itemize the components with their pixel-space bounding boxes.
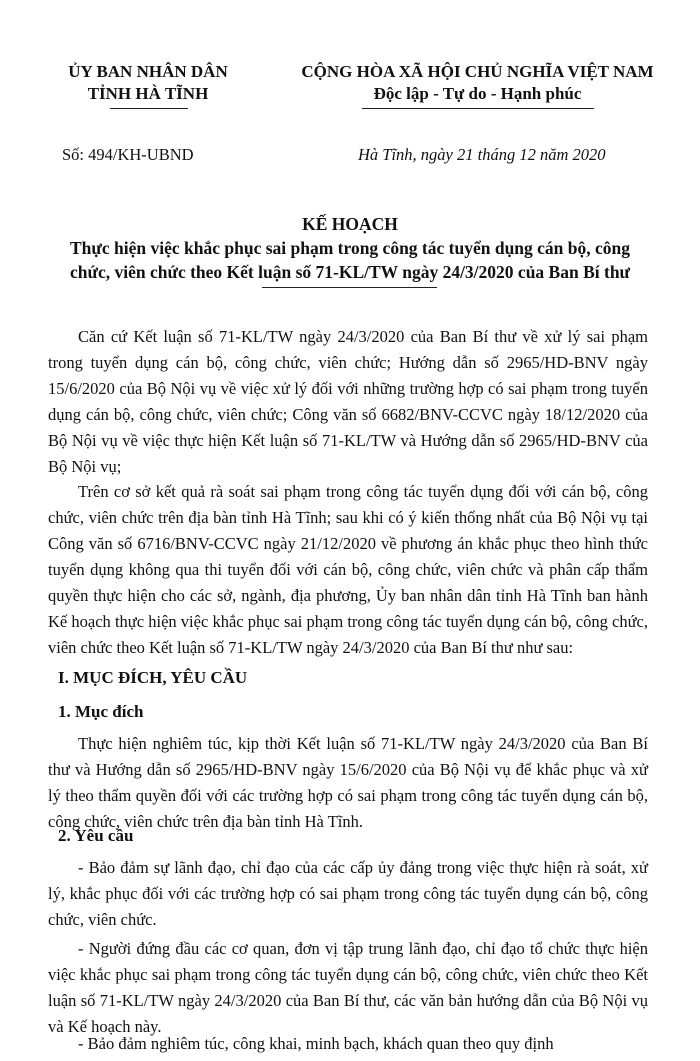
paragraph-context: Trên cơ sở kết quả rà soát sai phạm trong công tác tuyển dụng đối với cán bộ, công chức, viên chức trên địa bàn tỉnh Hà Tĩnh; sau khi có ý kiến thống nhất của Bộ Nội vụ tại Công văn số 6716/BNV-CCVC ngày 21/12/2020 về phương án khắc phục theo hình thức tuyển dụng không qua thi tuyển đối với cán bộ, công chức, viên chức và phân cấp thẩm quyền thực hiện cho các sở, ngành, địa phương, Ủy ban nhân dân tỉnh Hà Tĩnh ban hành Kế hoạch thực hiện việc khắc phục sai phạm trong công tác tuyển dụng cán bộ, công chức, viên chức theo Kết luận số 71-KL/TW ngày 24/3/2020 của Ban Bí thư như sau: (48, 482, 648, 657)
document-number: Số: 494/KH-UBND (62, 145, 194, 164)
paragraph-purpose: Thực hiện nghiêm túc, kịp thời Kết luận số 71-KL/TW ngày 24/3/2020 của Ban Bí thư và Hướng dẫn số 2965/HD-BNV ngày 15/6/2020 của Bộ Nội vụ để khắc phục và xử lý theo thẩm quyền đối với các trường hợp có sai phạm trong công tác tuyển dụng cán bộ, công chức, viên chức trên địa bàn tỉnh Hà Tĩnh. (48, 734, 648, 831)
document-subtitle-line2: chức, viên chức theo Kết luận số 71-KL/TW ngày 24/3/2020 của Ban Bí thư (69, 262, 631, 282)
document-subtitle-line1: Thực hiện việc khắc phục sai phạm trong công tác tuyển dụng cán bộ, công (69, 238, 631, 258)
subsection-heading-requirements: 2. Yêu cầu (58, 826, 134, 845)
motto-underline (362, 108, 594, 109)
national-motto: Độc lập - Tự do - Hạnh phúc (373, 84, 582, 103)
issuer-name-line1: ỦY BAN NHÂN DÂN (68, 62, 228, 81)
national-title: CỘNG HÒA XÃ HỘI CHỦ NGHĨA VIỆT NAM (301, 62, 654, 81)
paragraph-legal-basis: Căn cứ Kết luận số 71-KL/TW ngày 24/3/2020 của Ban Bí thư về xử lý sai phạm trong tuyển dụng cán bộ, công chức, viên chức; Hướng dẫn số 2965/HD-BNV ngày 15/6/2020 của Bộ Nội vụ về việc xử lý đối với những trường hợp có sai phạm trong tuyển dụng cán bộ, công chức, viên chức; Công văn số 6682/BNV-CCVC ngày 18/12/2020 của Bộ Nội vụ về việc thực hiện Kết luận số 71-KL/TW và Hướng dẫn số 2965/HD-BNV của Bộ Nội vụ; (48, 327, 648, 476)
paragraph-requirement-2: - Người đứng đầu các cơ quan, đơn vị tập trung lãnh đạo, chỉ đạo tổ chức thực hiện việc khắc phục sai phạm trong công tác tuyển dụng cán bộ, công chức, viên chức theo Kết luận số 71-KL/TW ngày 24/3/2020 của Ban Bí thư, các văn bản hướng dẫn của Bộ Nội vụ và Kế hoạch này. (48, 939, 648, 1036)
paragraph-requirement-3: - Bảo đảm nghiêm túc, công khai, minh bạch, khách quan theo quy định (78, 1034, 554, 1053)
document-title: KẾ HOẠCH (302, 214, 398, 234)
title-underline (262, 287, 437, 288)
paragraph-requirement-1: - Bảo đảm sự lãnh đạo, chỉ đạo của các cấp ủy đảng trong việc thực hiện rà soát, xử lý, khắc phục đối với các trường hợp có sai phạm trong công tác tuyển dụng cán bộ, công chức, viên chức. (48, 858, 648, 929)
section-heading-1: I. MỤC ĐÍCH, YÊU CẦU (58, 668, 248, 687)
subsection-heading-purpose: 1. Mục đích (58, 702, 144, 721)
issuer-name-line2: TỈNH HÀ TĨNH (87, 84, 209, 103)
issuer-underline (110, 108, 188, 109)
place-and-date: Hà Tĩnh, ngày 21 tháng 12 năm 2020 (358, 145, 606, 164)
